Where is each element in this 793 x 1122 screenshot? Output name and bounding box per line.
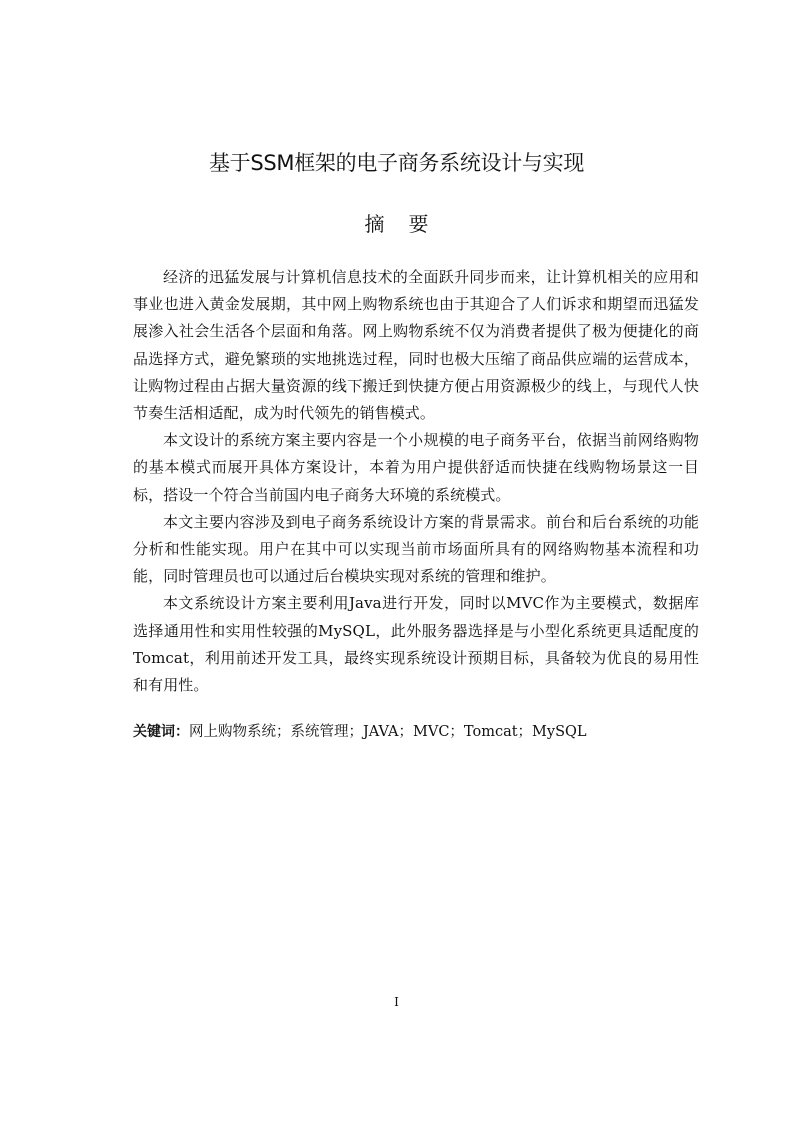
keywords-line (133, 719, 699, 745)
abstract-paragraph: 经济的迅猛发展与计算机信息技术的全面跃升同步而来，让计算机相关的应用和事业也进入黄金发展期，其中网上购物系统也由于其迎合了人们诉求和期望而迅猛发展渗入社会生活各个层面和角落。网上购物系统不仅为消费者提供了极为便捷化的商品选择方式，避免繁琐的实地挑选过程，同时也极大压缩了商品供应端的运营成本，让购物过程由占据大量资源的线下搬迁到快捷方便占用资源极少的线上，与现代人快节奏生活相适配，成为时代领先的销售模式。 (133, 268, 699, 423)
abstract-paragraph: 本文系统设计方案主要利用Java进行开发，同时以MVC作为主要模式，数据库选择通用性和实用性较强的MySQL，此外服务器选择是与小型化系统更具适配度的Tomcat，利用前述开发工具，最终实现系统设计预期目标，具备较为优良的易用性和有用性。 (133, 594, 699, 695)
abstract-paragraph: 本文主要内容涉及到电子商务系统设计方案的背景需求。前台和后台系统的功能分析和性能实现。用户在其中可以实现当前市场面所具有的网络购物基本流程和功能，同时管理员也可以通过后台模块实现对系统的管理和维护。 (133, 512, 699, 586)
keywords-label: 关键词： (133, 724, 189, 740)
page-number: I (394, 995, 399, 1009)
keywords-text: 网上购物系统；系统管理；JAVA；MVC；Tomcat；MySQL (189, 724, 587, 740)
abstract-heading: 摘要 (364, 212, 453, 236)
abstract-body (133, 264, 699, 699)
paper-title: 基于SSM框架的电子商务系统设计与实现 (208, 151, 585, 175)
abstract-paragraph: 本文设计的系统方案主要内容是一个小规模的电子商务平台，依据当前网络购物的基本模式而展开具体方案设计，本着为用户提供舒适而快捷在线购物场景这一目标，搭设一个符合当前国内电子商务大环境的系统模式。 (133, 431, 699, 504)
